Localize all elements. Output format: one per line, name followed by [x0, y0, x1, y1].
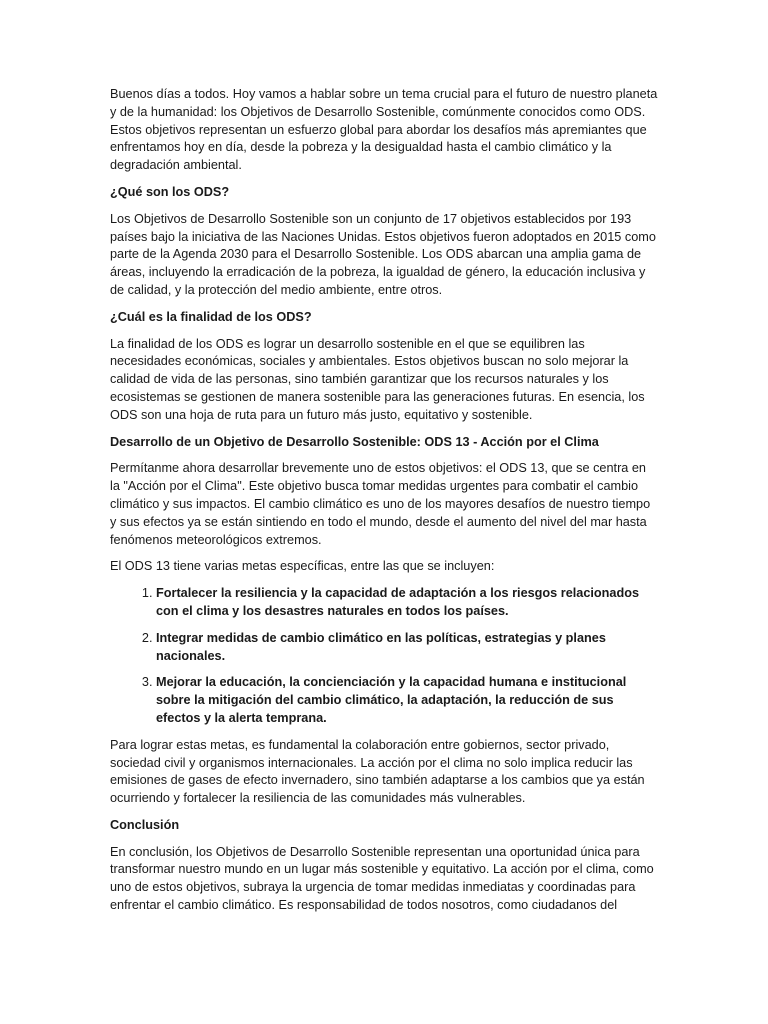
- paragraph-ods13-intro: Permítanme ahora desarrollar brevemente uno de estos objetivos: el ODS 13, que se centra en la "Acción por el Clima". Este objetivo busca tomar medidas urgentes para combatir el cambio climático y sus impactos. El cambio climático es uno de los mayores desafíos de nuestro tiempo y sus efectos ya se están sintiendo en todo el mundo, desde el aumento del nivel del mar hasta fenómenos meteorológicos extremos.: [110, 461, 651, 547]
- section-heading-ods13: Desarrollo de un Objetivo de Desarrollo Sostenible: ODS 13 - Acción por el Clima: [110, 434, 599, 449]
- paragraph-conclusion: En conclusión, los Objetivos de Desarrollo Sostenible representan una oportunidad única para transformar nuestro mundo en un lugar más sostenible y equitativo. La acción por el clima, como uno de estos objetivos, subraya la urgencia de tomar medidas inmediatas y coordinadas para enfrentar el cambio climático. Es responsabilidad de todos nosotros, como ciudadanos del: [110, 844, 654, 913]
- intro-paragraph: Buenos días a todos. Hoy vamos a hablar sobre un tema crucial para el futuro de nuestro planeta y de la humanidad: los Objetivos de Desarrollo Sostenible, comúnmente conocidos como ODS. Estos objetivos representan un esfuerzo global para abordar los desafíos más apremiantes que enfrentamos hoy en día, desde la pobreza y la desigualdad hasta el cambio climático y la degradación ambiental.: [110, 87, 658, 173]
- section-heading-what-are-ods: ¿Qué son los ODS?: [110, 184, 230, 199]
- list-item: 1. Fortalecer la resiliencia y la capacidad de adaptación a los riesgos relacionados con el clima y los desastres naturales en todos los países.: [156, 585, 658, 621]
- section-heading-conclusion: Conclusión: [110, 817, 180, 832]
- ods13-goals-list: [110, 585, 658, 728]
- paragraph-ods13-goals-lead: El ODS 13 tiene varias metas específicas, entre las que se incluyen:: [110, 559, 495, 574]
- paragraph-ods13-collaboration: Para lograr estas metas, es fundamental la colaboración entre gobiernos, sector privado, sociedad civil y organismos internacionales. La acción por el clima no solo implica reducir las emisiones de gases de efecto invernadero, sino también adaptarse a los cambios que ya están ocurriendo y fortalecer la resiliencia de las comunidades más vulnerables.: [110, 737, 645, 806]
- section-heading-purpose: ¿Cuál es la finalidad de los ODS?: [110, 309, 312, 324]
- document-page: [110, 86, 658, 924]
- list-item: 3. Mejorar la educación, la concienciación y la capacidad humana e institucional sobre la mitigación del cambio climático, la adaptación, la reducción de sus efectos y la alerta temprana.: [156, 674, 658, 727]
- paragraph-purpose: La finalidad de los ODS es lograr un desarrollo sostenible en el que se equilibren las necesidades económicas, sociales y ambientales. Estos objetivos buscan no solo mejorar la calidad de vida de las personas, sino también garantizar que los recursos naturales y los ecosistemas se gestionen de manera sostenible para las generaciones futuras. En esencia, los ODS son una hoja de ruta para un futuro más justo, equitativo y sostenible.: [110, 336, 645, 422]
- paragraph-what-are-ods: Los Objetivos de Desarrollo Sostenible son un conjunto de 17 objetivos establecidos por 193 países bajo la iniciativa de las Naciones Unidas. Estos objetivos fueron adoptados en 2015 como parte de la Agenda 2030 para el Desarrollo Sostenible. Los ODS abarcan una amplia gama de áreas, incluyendo la erradicación de la pobreza, la igualdad de género, la educación inclusiva y de calidad, y la protección del medio ambiente, entre otros.: [110, 211, 656, 297]
- list-item: 2. Integrar medidas de cambio climático en las políticas, estrategias y planes nacionales.: [156, 630, 658, 666]
